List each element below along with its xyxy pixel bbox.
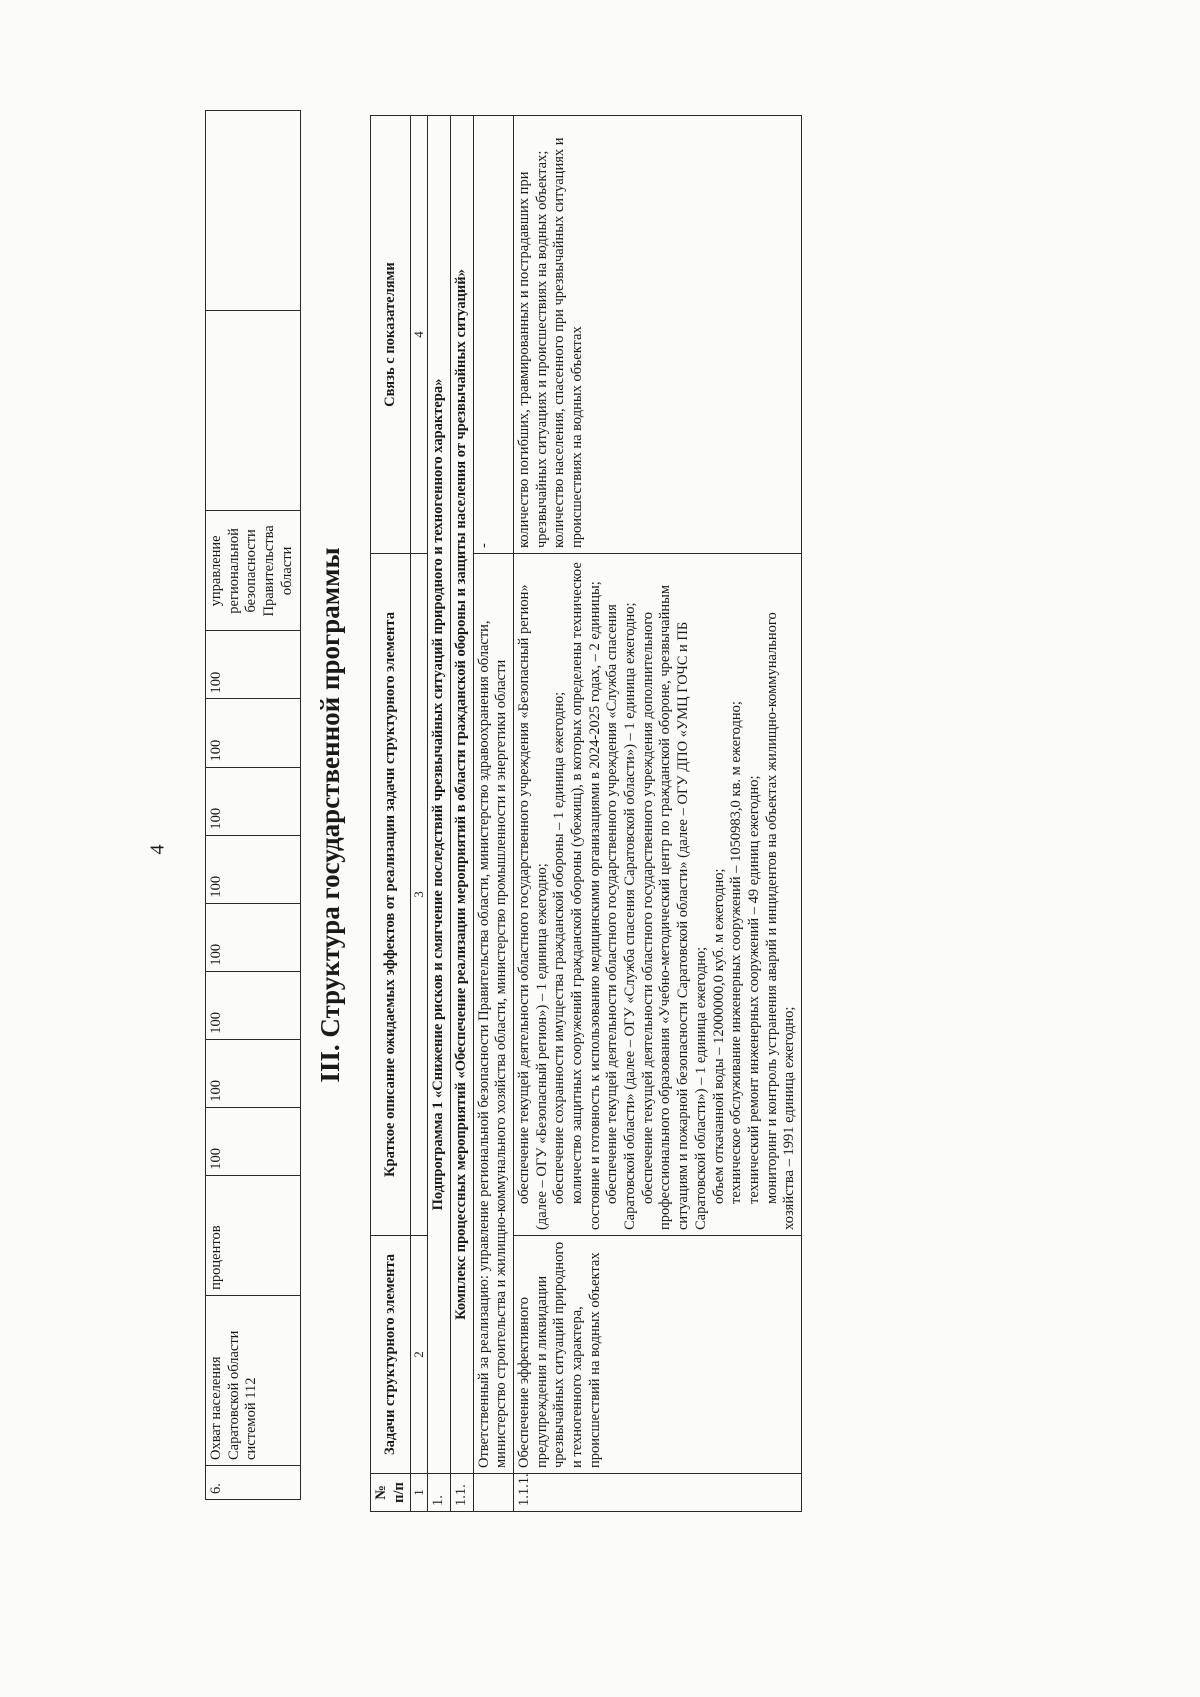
indicator-value: 100 — [206, 835, 301, 903]
header-num: № п/п — [371, 1474, 411, 1512]
complex-row — [450, 116, 473, 1512]
indicator-extra — [206, 111, 301, 311]
complex-num: 1.1. — [450, 1474, 473, 1512]
responsible-row — [473, 116, 513, 1512]
task-row — [513, 116, 801, 1512]
indicator-responsible: управление региональной безопасности Правительства области — [206, 511, 301, 631]
indicator-value: 100 — [206, 699, 301, 767]
effect-item: количество защитных сооружений гражданской обороны (убежищ), в которых определены техническое состояние и готовность к использованию медицинскими организациями в 2024-2025 годах, – 2 единицы; — [569, 562, 603, 1230]
effect-item: технический ремонт инженерных сооружений – 49 единиц ежегодно; — [745, 775, 762, 1204]
effects-cell — [513, 554, 801, 1236]
link-item: количество погибших, травмированных и пострадавших при чрезвычайных ситуациях и происшествиях на водных объектах; — [515, 150, 550, 548]
indicator-num: 6. — [206, 1465, 301, 1499]
section-title: III. Структура государственной программы — [315, 547, 345, 1083]
subprogram-row — [428, 116, 451, 1512]
effect-item: объем откачанной воды – 12000000,0 куб. м ежегодно; — [710, 868, 727, 1204]
page-number: 4 — [146, 844, 169, 855]
effect-item: обеспечение текущей деятельности областного государственного учреждения дополнительного профессионального образования «Учебно-методический центр по гражданской обороне, чрезвычайным ситуациям и пожарной безопасности Саратовской области» (далее – ОГУ ДПО «УМЦ ГОЧС и ПБ Саратовской области») – 1 единица ежегодно; — [639, 584, 709, 1230]
effect-item: техническое обслуживание инженерных сооружений – 1050983,0 кв. м ежегодно; — [728, 701, 745, 1204]
indicator-name: Охват населения Саратовской области системой 112 — [206, 1295, 301, 1465]
header-link: Связь с показателями — [371, 116, 411, 554]
indicator-value: 100 — [206, 631, 301, 699]
indicator-table — [205, 110, 301, 1500]
header-tasks: Задачи структурного элемента — [371, 1236, 411, 1474]
column-number-row — [411, 116, 428, 1512]
indicator-value: 100 — [206, 903, 301, 971]
indicator-value: 100 — [206, 971, 301, 1039]
rotated-landscape-sheet — [160, 90, 1160, 1540]
indicator-row — [206, 111, 301, 1500]
indicator-value: 100 — [206, 767, 301, 835]
header-effects: Краткое описание ожидаемых эффектов от реализации задачи структурного элемента — [371, 554, 411, 1236]
structure-table — [370, 115, 802, 1512]
header-row — [371, 116, 411, 1512]
responsible-num-cell — [473, 1474, 513, 1512]
column-number: 2 — [411, 1236, 428, 1474]
indicator-extra — [206, 311, 301, 511]
indicator-value: 100 — [206, 1107, 301, 1175]
task-num: 1.1.1. — [513, 1474, 801, 1512]
responsible-text: Ответственный за реализацию: управление региональной безопасности Правительства области, министерство здравоохранения области, министерство строительства и жилищно-коммунального хозяйства области, министерство промышленности и энергетики области — [473, 554, 513, 1474]
column-number: 4 — [411, 116, 428, 554]
complex-title: Комплекс процессных мероприятий «Обеспечение реализации мероприятий в области гражданской обороны и защиты населения от чрезвычайных ситуаций» — [450, 116, 473, 1474]
responsible-dash: - — [473, 116, 513, 554]
effect-item: обеспечение текущей деятельности областного государственного учреждения «Служба спасения Саратовской области» (далее – ОГУ «Служба спасения Саратовской области») – 1 единица ежегодно; — [604, 602, 639, 1230]
links-cell — [513, 116, 801, 554]
effect-item: мониторинг и контроль устранения аварий и инцидентов на объектах жилищно-коммунального хозяйства – 1991 единица ежегодно; — [763, 612, 798, 1230]
indicator-unit: процентов — [206, 1175, 301, 1295]
subprogram-num: 1. — [428, 1474, 451, 1512]
column-number: 3 — [411, 554, 428, 1236]
effect-item: обеспечение сохранности имущества гражданской обороны – 1 единица ежегодно; — [551, 691, 568, 1204]
subprogram-title: Подпрограмма 1 «Снижение рисков и смягчение последствий чрезвычайных ситуаций природного и техногенного характера» — [428, 116, 451, 1474]
column-number: 1 — [411, 1474, 428, 1512]
indicator-value: 100 — [206, 1039, 301, 1107]
effect-item: обеспечение текущей деятельности областного государственного учреждения «Безопасный регион» (далее – ОГУ «Безопасный регион») – 1 единица ежегодно; — [515, 584, 550, 1230]
link-item: количество населения, спасенного при чрезвычайных ситуациях и происшествиях на водных объектах — [551, 137, 586, 548]
task-text: Обеспечение эффективного предупреждения и ликвидации чрезвычайных ситуаций природного и техногенного характера, происшествий на водных объектах — [513, 1236, 801, 1474]
